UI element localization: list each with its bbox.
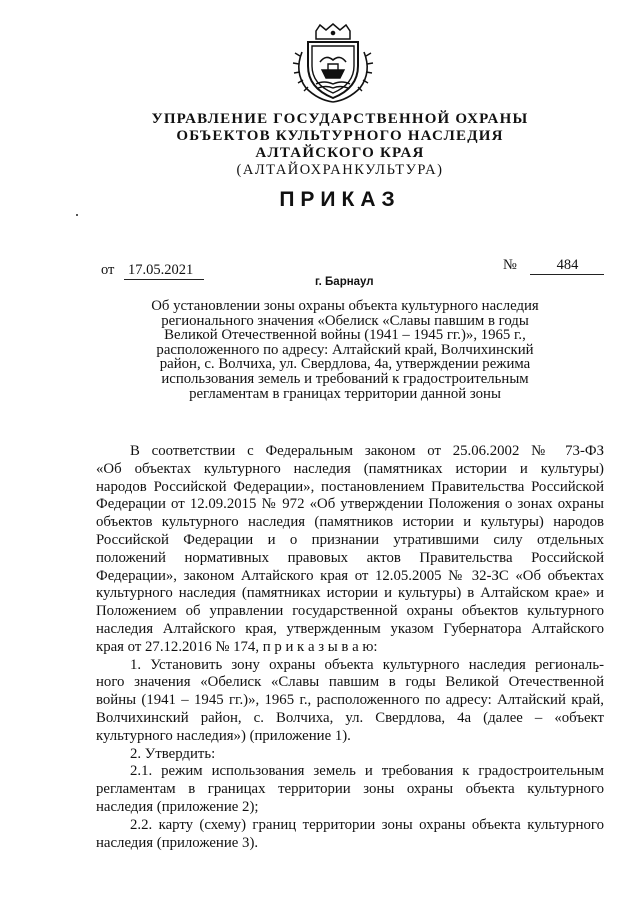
subject-line: регламентам в границах территории данной зоны (189, 385, 501, 402)
document-type-title: ПРИКАЗ (279, 188, 401, 211)
body-line: Положением об управлении государственной охраны объектов культурного (96, 603, 604, 620)
body-line: наследия (приложение 3). (96, 834, 259, 851)
body-line: культурного наследия») (приложение 1). (96, 727, 351, 744)
subject-line: регионального значения «Обелиск «Славы павшим в годы (161, 312, 529, 329)
body-line: народов Российской Федерации», постановлением Правительства Российской (96, 478, 604, 495)
body-line: «Об объектах культурного наследия (памятниках истории и культуры) (96, 460, 604, 477)
city-name: г. Барнаул (315, 276, 374, 288)
body-line: Федерации», законом Алтайского края от 12.05.2005 № 32-ЗС «Об объектах (96, 567, 604, 584)
body-line: культурного наследия (памятниках истории и культуры) в Алтайском крае» и (96, 585, 604, 602)
body-line: 2.2. карту (схему) границ территории зоны охраны объекта культурного (130, 816, 604, 833)
body-line: края от 27.12.2016 № 174, п р и к а з ы в а ю: (96, 638, 378, 655)
body-line: наследия (приложение 2); (96, 798, 259, 815)
body-line: ного значения «Обелиск «Славы павшим в годы Великой Отечественной (96, 674, 604, 691)
body-line: В соответствии с Федеральным законом от 25.06.2002 № 73-ФЗ (130, 443, 604, 459)
organization-header (80, 111, 600, 179)
altai-krai-emblem-icon (290, 22, 376, 104)
order-number (503, 257, 604, 275)
subject-line: Об установлении зоны охраны объекта культурного наследия (151, 298, 539, 314)
organization-name-line-3: АЛТАЙСКОГО КРАЯ (255, 145, 425, 161)
body-line: регламентам в границах территории зоны охраны объекта культурного (96, 781, 604, 798)
scan-speck (76, 214, 78, 216)
body-line: Российской Федерации и о признании утратившими силу отдельных (96, 531, 604, 548)
organization-short-name: (АЛТАЙОХРАНКУЛЬТУРА) (236, 162, 444, 178)
body-line: положений нормативных правовых актов Правительства Российской (96, 549, 604, 566)
organization-name-line-1: УПРАВЛЕНИЕ ГОСУДАРСТВЕННОЙ ОХРАНЫ (151, 111, 529, 127)
body-line: 1. Установить зону охраны объекта культурного наследия региональ- (130, 656, 604, 673)
order-date (101, 262, 204, 280)
number-value: 484 (530, 257, 604, 275)
body-line: Волчихинский район, с. Волчиха, ул. Свердлова, 4а (далее – «объект (96, 709, 604, 726)
subject-line: Великой Отечественной войны (1941 – 1945 гг.)», 1965 г., (164, 327, 526, 344)
subject-line: использования земель и требований к градостроительным (161, 370, 529, 387)
body-line: наследия Алтайского края, утвержденным указом Губернатора Алтайского (96, 620, 604, 637)
body-line: объектов культурного наследия (памятников истории и культуры) народов (96, 514, 604, 531)
number-prefix: № (503, 257, 517, 273)
body-line: войны (1941 – 1945 гг.)», 1965 г., расположенного по адресу: Алтайский край, (96, 692, 604, 709)
date-prefix: от (101, 262, 115, 278)
date-value: 17.05.2021 (124, 262, 204, 280)
subject-line: расположенного по адресу: Алтайский край, Волчихинский (156, 341, 534, 358)
body-line: Федерации от 12.09.2015 № 972 «Об утверждении Положения о зонах охраны (96, 496, 604, 513)
organization-name-line-2: ОБЪЕКТОВ КУЛЬТУРНОГО НАСЛЕДИЯ (176, 128, 504, 144)
subject-line: район, с. Волчиха, ул. Свердлова, 4а, утверждении режима (159, 356, 531, 373)
order-subject (140, 299, 550, 401)
order-body (96, 443, 604, 852)
body-line: 2. Утвердить: (130, 745, 216, 762)
body-line: 2.1. режим использования земель и требования к градостроительным (130, 763, 604, 780)
